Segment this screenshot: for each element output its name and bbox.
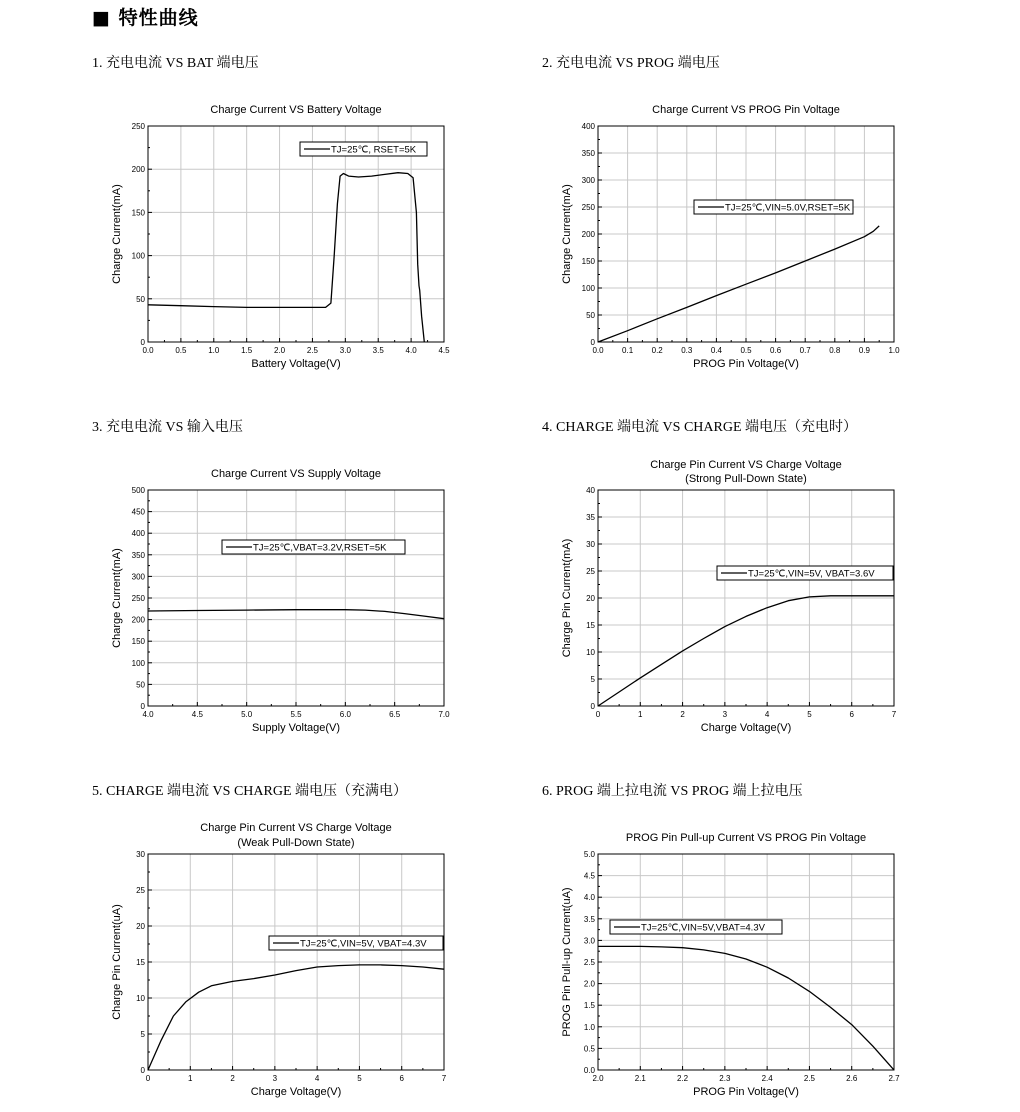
- x-tick-label: 5: [807, 710, 812, 719]
- y-tick-label: 0: [140, 1066, 145, 1075]
- x-tick-label: 2.1: [634, 1074, 646, 1083]
- y-tick-label: 25: [586, 567, 595, 576]
- y-tick-label: 15: [586, 621, 595, 630]
- x-tick-label: 5.0: [241, 710, 253, 719]
- x-tick-label: 0.2: [651, 346, 663, 355]
- y-tick-label: 150: [131, 208, 145, 218]
- y-tick-label: 3.5: [583, 914, 595, 924]
- y-tick-label: 100: [131, 251, 145, 261]
- legend: [694, 200, 853, 214]
- x-tick-label: 7.0: [438, 710, 450, 719]
- y-tick-label: 400: [131, 529, 145, 539]
- x-tick-label: 5.5: [290, 710, 302, 719]
- series-line: [598, 226, 879, 342]
- x-tick-label: 0.6: [770, 346, 782, 355]
- chart-title: PROG Pin Pull-up Current VS PROG Pin Voltage: [625, 832, 867, 844]
- x-tick-label: 0.7: [799, 346, 811, 355]
- legend-label: TJ=25℃,VIN=5V, VBAT=3.6V: [748, 568, 875, 580]
- y-tick-label: 10: [586, 648, 595, 657]
- x-axis-label: Battery Voltage(V): [251, 358, 341, 370]
- y-tick-label: 150: [581, 257, 595, 266]
- y-tick-label: 150: [131, 637, 145, 647]
- x-tick-label: 4.5: [438, 346, 450, 355]
- x-tick-label: 7: [441, 1074, 447, 1083]
- y-axis-label: Charge Current(mA): [111, 184, 123, 284]
- x-tick-label: 0.5: [175, 346, 187, 355]
- y-tick-label: 250: [131, 594, 145, 603]
- chart-3: [111, 468, 450, 734]
- y-tick-label: 200: [131, 165, 145, 175]
- chart-4: [561, 459, 897, 734]
- series-line: [148, 173, 424, 342]
- y-tick-label: 350: [131, 550, 145, 560]
- chart-title: Charge Current VS PROG Pin Voltage: [652, 104, 840, 116]
- y-tick-label: 5: [140, 1030, 145, 1039]
- x-tick-label: 4: [764, 710, 770, 719]
- x-tick-label: 0.3: [681, 346, 693, 355]
- y-tick-label: 2.5: [583, 958, 595, 967]
- legend-label: TJ=25℃,VIN=5.0V,RSET=5K: [725, 202, 851, 214]
- x-tick-label: 2.5: [803, 1074, 815, 1083]
- x-tick-label: 2: [680, 710, 685, 719]
- legend: [269, 936, 443, 950]
- x-tick-label: 2.5: [306, 346, 319, 355]
- y-tick-label: 300: [131, 572, 145, 582]
- x-tick-label: 0.4: [710, 346, 722, 355]
- legend: [717, 566, 893, 580]
- legend-label: TJ=25℃,VIN=5V,VBAT=4.3V: [641, 922, 765, 934]
- y-tick-label: 4.0: [583, 893, 595, 903]
- y-tick-label: 20: [586, 594, 595, 603]
- x-tick-label: 5: [357, 1074, 362, 1083]
- y-tick-label: 200: [581, 230, 595, 239]
- x-tick-label: 0.1: [622, 346, 634, 355]
- series-line: [598, 596, 894, 706]
- y-tick-label: 350: [581, 149, 595, 158]
- y-tick-label: 0: [590, 702, 595, 711]
- y-tick-label: 400: [581, 122, 595, 131]
- x-axis-label: Charge Voltage(V): [250, 1086, 342, 1098]
- x-tick-label: 6.0: [339, 710, 351, 719]
- x-tick-label: 4.5: [191, 710, 203, 719]
- legend: [300, 142, 427, 156]
- x-tick-label: 3: [722, 710, 728, 719]
- y-tick-label: 0: [590, 338, 595, 347]
- x-axis-label: PROG Pin Voltage(V): [693, 1086, 799, 1098]
- y-tick-label: 5.0: [583, 850, 595, 859]
- chart-title: (Strong Pull-Down State): [685, 473, 807, 485]
- x-tick-label: 2.4: [761, 1074, 773, 1083]
- y-tick-label: 50: [136, 680, 145, 690]
- chart-5-subtitle: 5. CHARGE 端电流 VS CHARGE 端电压（充满电）: [92, 784, 408, 799]
- chart-title: (Weak Pull-Down State): [237, 837, 355, 849]
- x-tick-label: 2.3: [719, 1074, 731, 1083]
- x-tick-label: 1: [188, 1074, 193, 1083]
- chart-1-subtitle: 1. 充电电流 VS BAT 端电压: [92, 56, 259, 71]
- y-axis-label: Charge Current(mA): [561, 184, 573, 284]
- plot-frame: [148, 126, 444, 342]
- x-tick-label: 0.5: [740, 346, 752, 355]
- y-tick-label: 100: [581, 284, 595, 293]
- y-tick-label: 250: [131, 122, 145, 131]
- y-axis-label: Charge Pin Current(uA): [111, 904, 123, 1020]
- x-tick-label: 0.9: [858, 346, 870, 355]
- y-tick-label: 0: [140, 702, 145, 711]
- chart-6: [561, 832, 900, 1098]
- y-tick-label: 50: [136, 294, 145, 304]
- x-tick-label: 4.0: [142, 710, 154, 719]
- chart-2-subtitle: 2. 充电电流 VS PROG 端电压: [542, 56, 720, 71]
- y-tick-label: 450: [131, 507, 145, 517]
- x-tick-label: 0: [145, 1074, 151, 1083]
- x-tick-label: 3.0: [339, 346, 351, 355]
- y-tick-label: 20: [136, 922, 145, 931]
- x-tick-label: 1: [638, 710, 643, 719]
- x-axis-label: PROG Pin Voltage(V): [693, 358, 799, 370]
- chart-4-subtitle: 4. CHARGE 端电流 VS CHARGE 端电压（充电时）: [542, 420, 858, 435]
- chart-1: [111, 104, 450, 370]
- x-tick-label: 1.5: [241, 346, 253, 355]
- chart-2: [561, 104, 900, 370]
- chart-5: [111, 822, 447, 1098]
- y-tick-label: 3.0: [583, 936, 595, 946]
- y-tick-label: 5: [590, 675, 595, 684]
- y-tick-label: 300: [581, 176, 595, 185]
- y-tick-label: 50: [586, 311, 595, 320]
- x-tick-label: 6: [849, 710, 854, 719]
- y-tick-label: 2.0: [583, 979, 595, 989]
- x-tick-label: 0.0: [142, 346, 154, 355]
- chart-title: Charge Pin Current VS Charge Voltage: [200, 822, 392, 834]
- y-tick-label: 500: [131, 486, 145, 495]
- y-tick-label: 40: [586, 486, 595, 495]
- y-tick-label: 30: [136, 850, 145, 859]
- y-tick-label: 4.5: [583, 871, 595, 881]
- x-tick-label: 6: [399, 1074, 404, 1083]
- x-axis-label: Supply Voltage(V): [251, 722, 341, 734]
- chart-title: Charge Current VS Battery Voltage: [210, 104, 382, 116]
- y-tick-label: 100: [131, 658, 145, 668]
- y-axis-label: PROG Pin Pull-up Current(uA): [561, 887, 573, 1037]
- y-tick-label: 0.0: [583, 1066, 595, 1075]
- y-tick-label: 25: [136, 886, 145, 895]
- y-axis-label: Charge Pin Current(mA): [561, 538, 573, 658]
- legend: [222, 540, 405, 554]
- y-tick-label: 1.5: [583, 1001, 595, 1011]
- x-tick-label: 6.5: [389, 710, 401, 719]
- legend-label: TJ=25℃,VIN=5V, VBAT=4.3V: [300, 938, 427, 950]
- legend-label: TJ=25℃, RSET=5K: [331, 144, 417, 156]
- x-tick-label: 0.8: [829, 346, 841, 355]
- x-tick-label: 2: [230, 1074, 235, 1083]
- chart-title: Charge Current VS Supply Voltage: [211, 468, 381, 480]
- x-tick-label: 0.0: [592, 346, 604, 355]
- y-tick-label: 0.5: [583, 1044, 595, 1054]
- chart-6-subtitle: 6. PROG 端上拉电流 VS PROG 端上拉电压: [542, 784, 803, 799]
- x-tick-label: 2.0: [273, 346, 286, 355]
- x-tick-label: 2.7: [888, 1074, 900, 1083]
- x-axis-label: Charge Voltage(V): [700, 722, 792, 734]
- chart-3-subtitle: 3. 充电电流 VS 输入电压: [92, 420, 243, 435]
- chart-title: Charge Pin Current VS Charge Voltage: [650, 459, 842, 471]
- x-tick-label: 4.0: [405, 346, 417, 355]
- x-tick-label: 4: [314, 1074, 320, 1083]
- x-tick-label: 2.6: [846, 1074, 858, 1083]
- y-axis-label: Charge Current(mA): [111, 548, 123, 648]
- y-tick-label: 200: [131, 615, 145, 625]
- x-tick-label: 0: [595, 710, 601, 719]
- x-tick-label: 7: [891, 710, 897, 719]
- x-tick-label: 3: [272, 1074, 278, 1083]
- legend: [610, 920, 782, 934]
- y-tick-label: 15: [136, 958, 145, 967]
- x-tick-label: 1.0: [208, 346, 220, 355]
- y-tick-label: 30: [586, 540, 595, 549]
- x-tick-label: 1.0: [888, 346, 900, 355]
- series-line: [148, 965, 444, 1070]
- legend-label: TJ=25℃,VBAT=3.2V,RSET=5K: [253, 542, 387, 554]
- y-tick-label: 35: [586, 513, 595, 522]
- x-tick-label: 2.0: [592, 1074, 604, 1083]
- series-line: [598, 946, 894, 1070]
- y-tick-label: 250: [581, 203, 595, 212]
- x-tick-label: 3.5: [372, 346, 384, 355]
- y-tick-label: 1.0: [583, 1022, 595, 1032]
- section-title: ■ 特性曲线: [92, 7, 199, 29]
- x-tick-label: 2.2: [677, 1074, 689, 1083]
- y-tick-label: 10: [136, 994, 145, 1003]
- y-tick-label: 0: [140, 338, 145, 347]
